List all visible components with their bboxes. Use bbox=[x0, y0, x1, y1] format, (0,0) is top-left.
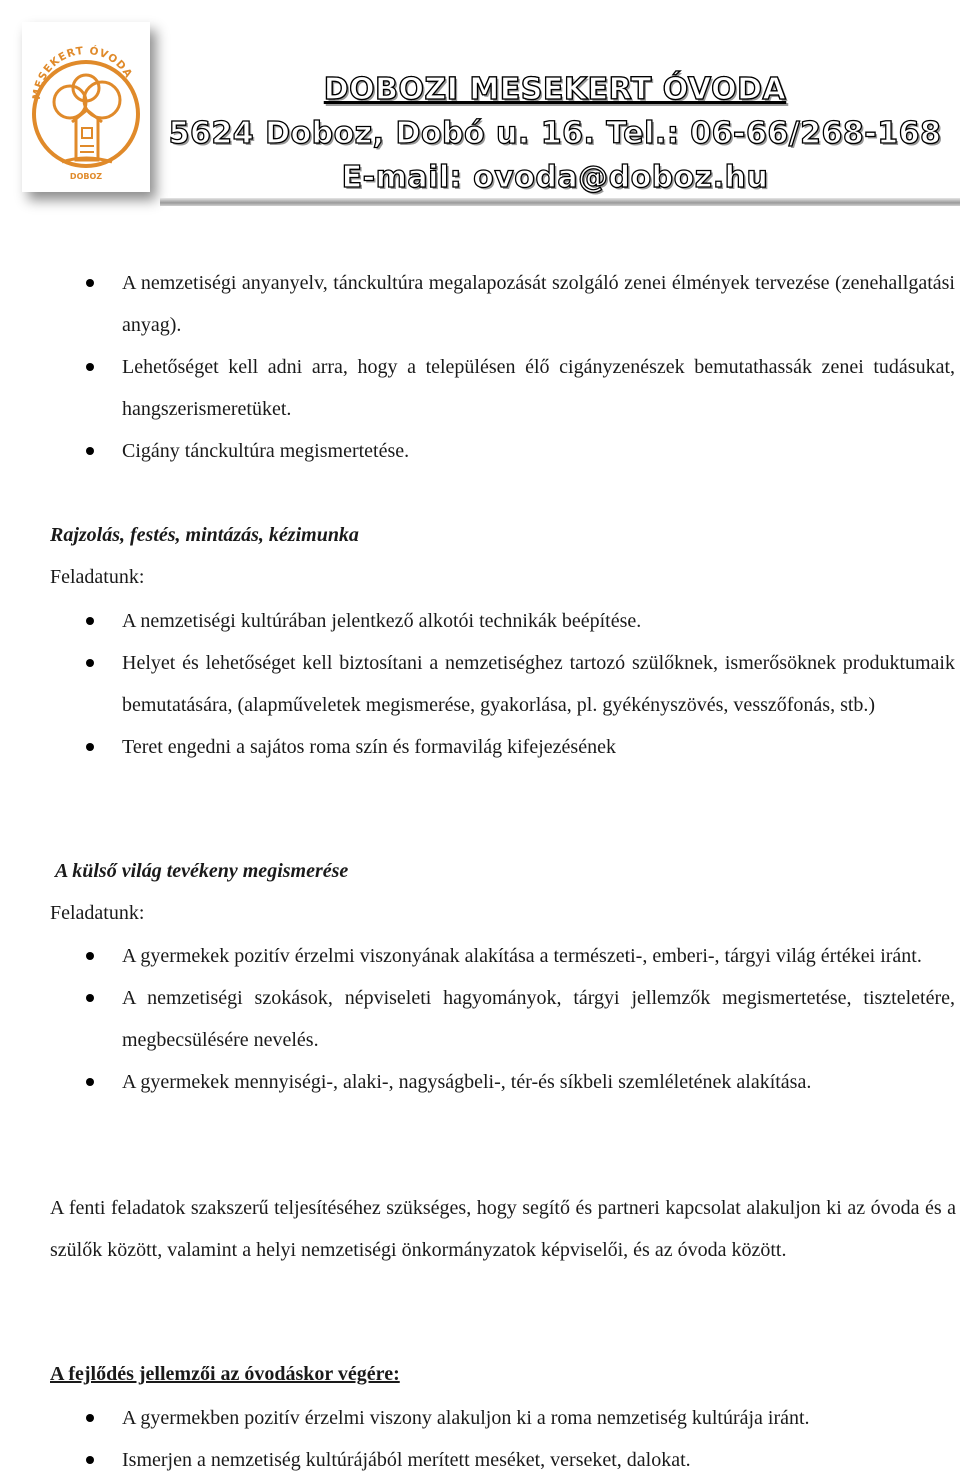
tree-house-logo-icon bbox=[22, 22, 150, 192]
list-item: A nemzetiségi anyanyelv, tánckultúra megalapozását szolgáló zenei élmények tervezése (zenehallgatási anyag). bbox=[0, 262, 960, 346]
section-title-world: A külső világ tevékeny megismerése bbox=[55, 860, 349, 882]
list-item: Lehetőséget kell adni arra, hogy a településen élő cigányzenészek bemutathassák zenei tudásukat, hangszerismeretüket. bbox=[0, 346, 960, 430]
list-item: A gyermekek pozitív érzelmi viszonyának alakítása a természeti-, emberi-, tárgyi világ értékei iránt. bbox=[0, 935, 960, 977]
list-item: A gyermekek mennyiségi-, alaki-, nagyságbeli-, tér-és síkbeli szemléletének alakítása. bbox=[0, 1061, 960, 1103]
kindergarten-logo bbox=[22, 22, 150, 192]
letterhead bbox=[0, 0, 960, 215]
list-item: Ismerjen a nemzetiség kultúrájából merített meséket, verseket, dalokat. bbox=[0, 1439, 960, 1481]
school-address-phone: 5624 Doboz, Dobó u. 16. Tel.: 06-66/268-168 bbox=[168, 116, 942, 151]
list-item: Teret engedni a sajátos roma szín és formavilág kifejezésének bbox=[0, 726, 960, 768]
world-list bbox=[0, 935, 960, 1103]
logo-arc-text: MESEKERT ÓVODA bbox=[30, 44, 135, 101]
drawing-list bbox=[0, 600, 960, 768]
school-name: DOBOZI MESEKERT ÓVODA bbox=[323, 72, 787, 107]
list-item: A gyermekben pozitív érzelmi viszony alakuljon ki a roma nemzetiség kultúrája iránt. bbox=[0, 1397, 960, 1439]
development-list bbox=[0, 1397, 960, 1481]
cooperation-paragraph: A fenti feladatok szakszerű teljesítéséhez szükséges, hogy segítő és partneri kapcsolat alakuljon ki az óvoda és a szülők között, valamint a helyi nemzetiségi önkormányzatok képviselői, és az óvoda között. bbox=[50, 1197, 956, 1261]
list-item: A nemzetiségi kultúrában jelentkező alkotói technikák beépítése. bbox=[0, 600, 960, 642]
tasks-label: Feladatunk: bbox=[50, 902, 145, 924]
tasks-label: Feladatunk: bbox=[50, 566, 145, 588]
list-item: Helyet és lehetőséget kell biztosítani a nemzetiséghez tartozó szülőknek, ismerősöknek produktumaik bemutatására, (alapműveletek megismerése, gyakorlása, pl. gyékényszövés, vesszőfonás, stb.) bbox=[0, 642, 960, 726]
music-list bbox=[0, 262, 960, 472]
list-item: A nemzetiségi szokások, népviseleti hagyományok, tárgyi jellemzők megismertetése, tiszteletére, megbecsülésére nevelés. bbox=[0, 977, 960, 1061]
list-item: Cigány tánckultúra megismertetése. bbox=[0, 430, 960, 472]
school-email: E-mail: ovoda@doboz.hu bbox=[341, 160, 769, 195]
logo-small-text: DOBOZ bbox=[69, 172, 103, 181]
section-title-development: A fejlődés jellemzői az óvodáskor végére: bbox=[50, 1363, 400, 1385]
section-title-drawing: Rajzolás, festés, mintázás, kézimunka bbox=[50, 524, 359, 546]
header-divider bbox=[160, 198, 960, 206]
